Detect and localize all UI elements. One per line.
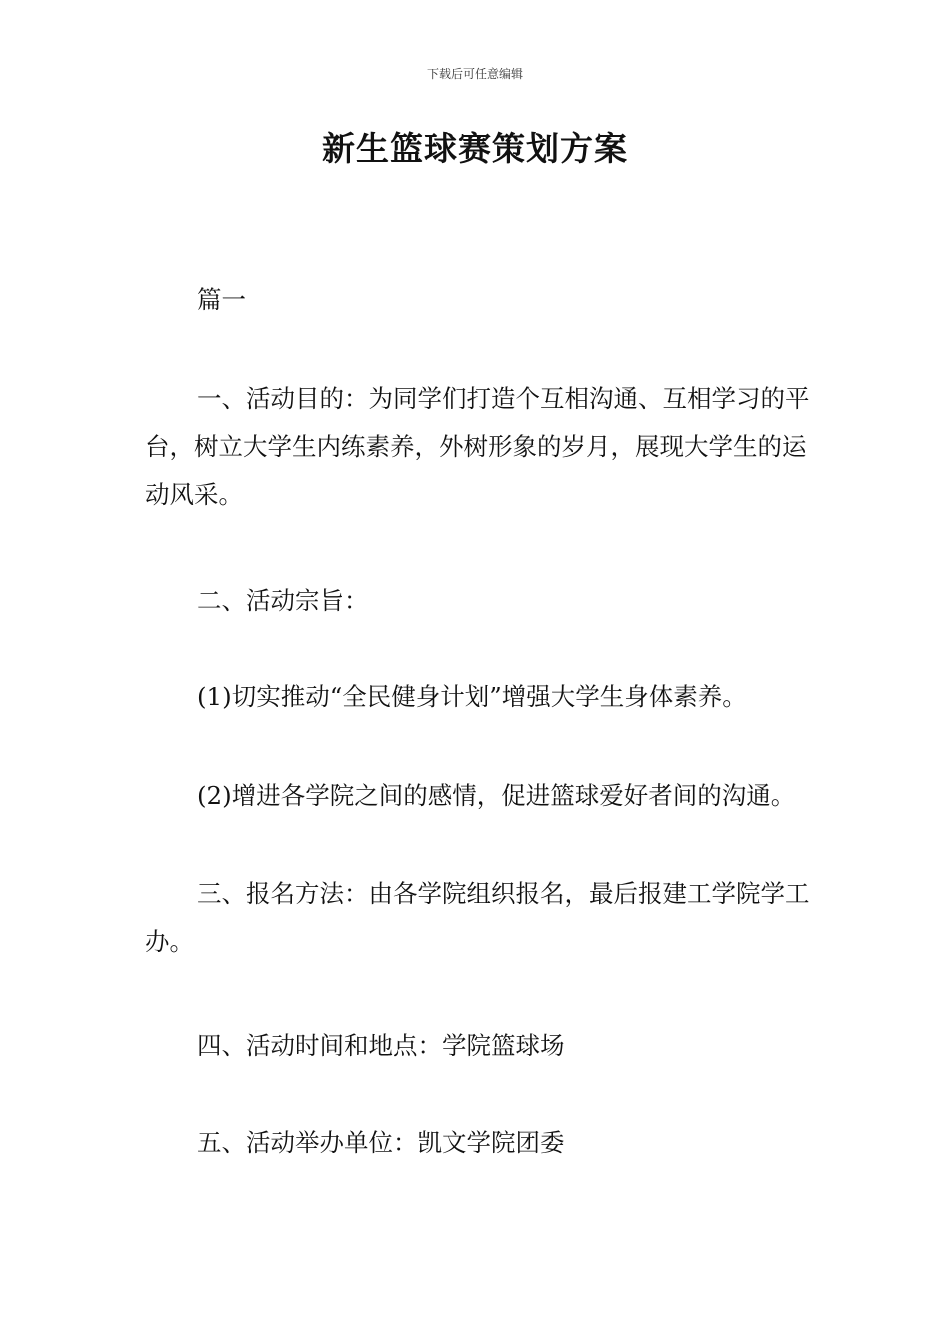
paragraph-time-location: 四、活动时间和地点：学院篮球场 <box>197 1031 565 1060</box>
paragraph-organizer: 五、活动举办单位：凯文学院团委 <box>197 1128 565 1157</box>
paragraph-aim-item-2: (2)增进各学院之间的感情，促进篮球爱好者间的沟通。 <box>197 781 796 810</box>
paragraph-activity-aim: 二、活动宗旨： <box>197 586 369 615</box>
section-label: 篇一 <box>197 285 246 314</box>
paragraph-activity-purpose: 一、活动目的：为同学们打造个互相沟通、互相学习的平台，树立大学生内练素养，外树形象的岁月，展现大学生的运动风采。 <box>145 384 810 509</box>
paragraph-registration-method: 三、报名方法：由各学院组织报名，最后报建工学院学工办。 <box>145 879 810 956</box>
paragraph-aim-item-1: (1)切实推动“全民健身计划”增强大学生身体素养。 <box>197 682 747 711</box>
document-title: 新生篮球赛策划方案 <box>322 129 628 168</box>
page-header-note: 下载后可任意编辑 <box>426 67 523 81</box>
